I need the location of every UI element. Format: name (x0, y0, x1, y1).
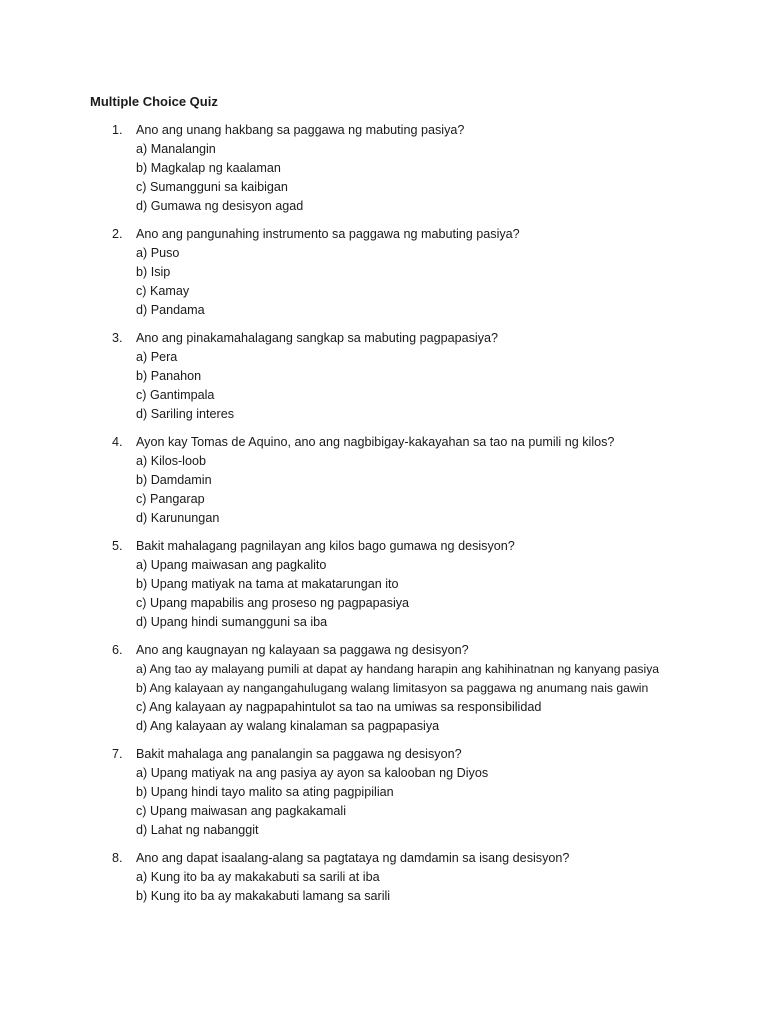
choice-b: b) Isip (136, 265, 171, 279)
question-line (112, 225, 752, 244)
question-1 (112, 121, 752, 216)
choice-a: a) Upang maiwasan ang pagkalito (136, 558, 327, 572)
question-8 (112, 849, 752, 906)
choice-b: b) Panahon (136, 369, 202, 383)
choice-a: a) Pera (136, 350, 178, 364)
question-4 (112, 433, 752, 528)
question-number: 8. (112, 851, 123, 865)
question-text: Ano ang kaugnayan ng kalayaan sa paggawa ng desisyon? (136, 643, 469, 657)
choice-c: c) Gantimpala (136, 388, 215, 402)
choice-d: d) Upang hindi sumangguni sa iba (136, 615, 328, 629)
question-text: Ano ang unang hakbang sa paggawa ng mabuting pasiya? (136, 123, 465, 137)
question-6 (112, 641, 752, 736)
question-number: 5. (112, 539, 123, 553)
choice-b: b) Kung ito ba ay makakabuti lamang sa sarili (136, 889, 391, 903)
question-text: Bakit mahalaga ang panalangin sa paggawa ng desisyon? (136, 747, 462, 761)
choice-b: b) Upang matiyak na tama at makatarungan ito (136, 577, 399, 591)
question-5 (112, 537, 752, 632)
question-text: Ayon kay Tomas de Aquino, ano ang nagbibigay-kakayahan sa tao na pumili ng kilos? (136, 435, 615, 449)
question-text: Ano ang pinakamahalagang sangkap sa mabuting pagpapasiya? (136, 331, 498, 345)
choice-b: b) Magkalap ng kaalaman (136, 161, 281, 175)
choice-a: a) Kung ito ba ay makakabuti sa sarili at iba (136, 870, 380, 884)
question-line (112, 329, 752, 348)
question-7 (112, 745, 752, 840)
question-line (112, 433, 752, 452)
question-line (112, 121, 752, 140)
question-number: 3. (112, 331, 123, 345)
choice-c: c) Pangarap (136, 492, 205, 506)
choice-d: d) Karunungan (136, 511, 220, 525)
question-text: Bakit mahalagang pagnilayan ang kilos bago gumawa ng desisyon? (136, 539, 515, 553)
choice-b: b) Upang hindi tayo malito sa ating pagpipilian (136, 785, 394, 799)
quiz-title: Multiple Choice Quiz (90, 94, 218, 109)
question-number: 6. (112, 643, 123, 657)
question-number: 2. (112, 227, 123, 241)
choice-a: a) Ang tao ay malayang pumili at dapat ay handang harapin ang kahihinatnan ng kanyang pasiya (136, 662, 660, 676)
question-text: Ano ang pangunahing instrumento sa paggawa ng mabuting pasiya? (136, 227, 520, 241)
choice-a: a) Puso (136, 246, 180, 260)
question-number: 4. (112, 435, 123, 449)
choice-a: a) Kilos-loob (136, 454, 206, 468)
choice-a: a) Upang matiyak na ang pasiya ay ayon sa kalooban ng Diyos (136, 766, 489, 780)
choice-b: b) Damdamin (136, 473, 212, 487)
choice-c: c) Upang maiwasan ang pagkakamali (136, 804, 347, 818)
choice-d: d) Pandama (136, 303, 205, 317)
choice-c: c) Kamay (136, 284, 190, 298)
choice-a: a) Manalangin (136, 142, 216, 156)
choice-d: d) Ang kalayaan ay walang kinalaman sa pagpapasiya (136, 719, 440, 733)
choice-d: d) Lahat ng nabanggit (136, 823, 259, 837)
choice-c: c) Upang mapabilis ang proseso ng pagpapasiya (136, 596, 410, 610)
question-number: 1. (112, 123, 123, 137)
question-2 (112, 225, 752, 320)
choice-d: d) Sariling interes (136, 407, 234, 421)
question-line (112, 745, 752, 764)
question-line (112, 849, 752, 868)
choice-d: d) Gumawa ng desisyon agad (136, 199, 304, 213)
question-number: 7. (112, 747, 123, 761)
question-3 (112, 329, 752, 424)
question-line (112, 641, 752, 660)
choice-c: c) Ang kalayaan ay nagpapahintulot sa tao na umiwas sa responsibilidad (136, 700, 542, 714)
choice-c: c) Sumangguni sa kaibigan (136, 180, 288, 194)
question-text: Ano ang dapat isaalang-alang sa pagtataya ng damdamin sa isang desisyon? (136, 851, 570, 865)
choice-b: b) Ang kalayaan ay nangangahulugang walang limitasyon sa paggawa ng anumang nais gawin (136, 681, 649, 695)
question-line (112, 537, 752, 556)
